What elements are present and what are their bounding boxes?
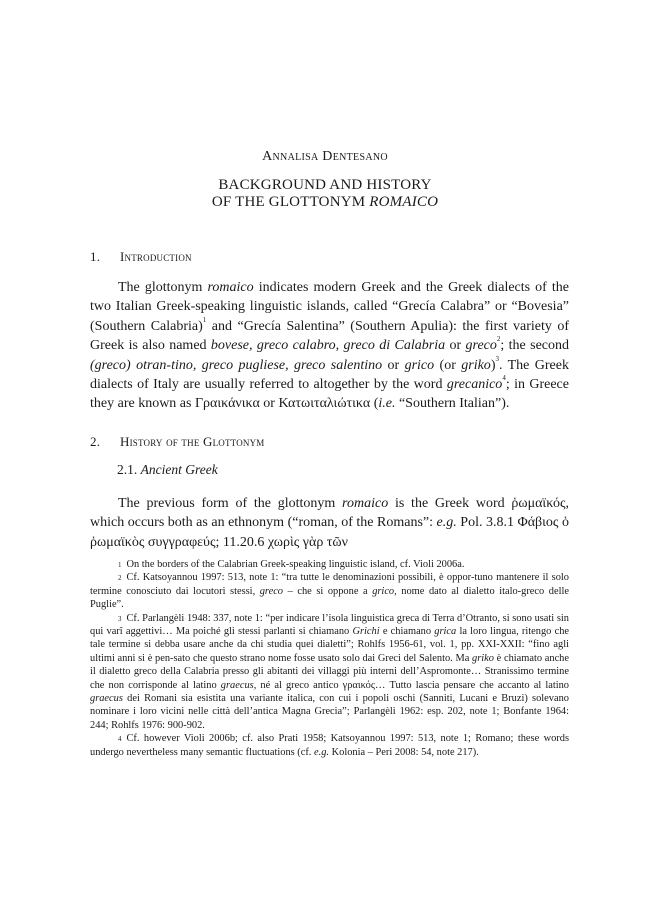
italic-text: (greco) otran-tino, greco pugliese, greco salentino [90, 357, 383, 373]
section-title: Introduction [120, 249, 192, 264]
footnote [90, 558, 569, 571]
italic-text: grico [404, 357, 435, 373]
italic-text: griko [461, 357, 491, 373]
footnote [90, 732, 569, 759]
text-run: Cf. Parlangèli 1948: 337, note 1: “per indicare l’isola linguistica greca di Terra d’Otranto, si sono usati sin qui varî aggettivi… Ma poiché gli stessi parlanti si chiamano [90, 612, 569, 638]
paper-title [0, 177, 650, 211]
footnote [90, 612, 569, 733]
section-number: 2. [90, 434, 101, 449]
footnotes [90, 558, 569, 759]
subsection-title: Ancient Greek [140, 462, 218, 477]
italic-text: greco [465, 338, 497, 354]
text-run: dei Romani sia esistita una variante italica, con cui i popoli oschi (Sanniti, Lucani e Bruzi) solevano nominare i loro vicini nelle città dell’antica Magna Grecia”; Parlangèli 1962: esp. 202, note 1; Bonfante 1964: 244; Rohlfs 1976: 900-902. [90, 693, 569, 731]
italic-text: graecus [220, 679, 254, 691]
section-title: History of the Glottonym [120, 434, 265, 449]
subsection-number: 2.1. [117, 462, 138, 477]
footnote-number: 4 [118, 735, 122, 744]
footnote-ref: 4 [502, 374, 506, 383]
text-run: or [445, 338, 466, 354]
footnote-ref: 2 [496, 335, 501, 344]
title-line-1: BACKGROUND AND HISTORY [218, 177, 432, 193]
paragraph [90, 494, 569, 552]
italic-text: grico [372, 585, 395, 597]
italic-text: i.e. [378, 396, 396, 412]
italic-text: e.g. [314, 746, 330, 758]
italic-text: grica [434, 626, 457, 638]
text-run: “Southern Italian”). [395, 396, 510, 412]
text-run: Kolonia – Peri 2008: 54, note 217). [329, 746, 479, 758]
text-run: ; in Greece they are known as Γραικάνικα or Κατωιταλιώτικα ( [90, 377, 569, 412]
text-run: la loro lingua, ritengo che tale termine si debba usare anche da chi studia quei dialetti”; Rohlfs 1956-61, vol. 1, pp. XXI-XXII: “fino agli ultimi anni si è pen-sato che questo strano nome fosse usato solo dai Greci del Salento. Ma [90, 626, 569, 664]
subsection-heading [117, 462, 218, 478]
section-2-body [90, 494, 569, 552]
text-run: Pol. 3.8.1 Φάβιος ὁ ῥωμαϊκὸς συγγραφεύς; 11.20.6 χωρὶς γὰρ τῶν [90, 515, 569, 550]
text-run: ; the second [500, 338, 569, 354]
text-run: The glottonym [118, 280, 208, 295]
title-line-2: OF THE GLOTTONYM ROMAICO [211, 194, 439, 210]
italic-text: Grichi [352, 626, 380, 638]
text-run: is the Greek word ῥωμαϊκός, which occurs both as an ethnonym (“roman, of the Romans”: [90, 496, 569, 531]
text-run: . The Greek dialects of Italy are usually referred to altogether by the word [90, 357, 569, 393]
section-2-heading [90, 434, 265, 450]
italic-text: romaico [342, 496, 389, 511]
section-number: 1. [90, 249, 101, 264]
paragraph [90, 278, 569, 414]
section-1-body [90, 278, 569, 414]
italic-text: griko [472, 652, 494, 664]
footnote-ref: 3 [495, 354, 499, 363]
text-run: , nome dato al dialetto italo-greco delle Puglie”. [90, 585, 569, 611]
italic-text: romaico [207, 280, 254, 295]
italic-text: bovese, greco calabro, greco di Calabria [210, 338, 446, 354]
text-run: ) [490, 357, 496, 373]
footnote-number: 3 [118, 614, 122, 623]
footnote-number: 1 [118, 561, 122, 569]
footnote-ref: 1 [202, 315, 207, 324]
text-run: The previous form of the glottonym [118, 496, 343, 511]
italic-text: grecanico [446, 377, 503, 393]
text-run: indicates modern Greek and the Greek dialects of the two Italian Greek-speaking linguistic islands, called “Grecía Calabra” or “Bovesia” (Southern Calabria) [90, 280, 569, 334]
text-run: , né al greco antico γραικός… Tutto lascia pensare che accanto al latino [253, 679, 569, 691]
text-run: or [382, 357, 405, 373]
italic-text: e.g. [436, 515, 457, 531]
text-run: On the borders of the Calabrian Greek-speaking linguistic island, cf. Violi 2006a. [126, 559, 465, 570]
text-run: Cf. Katsoyannou 1997: 513, note 1: “tra tutte le denominazioni possibili, è oppor-tuno mantenere il solo termine conosciuto dai locutori stessi, [90, 572, 569, 597]
text-run: (or [434, 357, 462, 373]
text-run: è chiamato anche il dialetto greco della Calabria presso gli abitanti dei villaggi più interni dell’Aspromonte… Stranissimo termine che non corrisponde al latino [90, 652, 569, 691]
section-1-heading [90, 249, 192, 265]
text-run: – che si oppone a [283, 585, 373, 597]
italic-text: graecus [90, 693, 123, 705]
text-run: e chiamano [379, 626, 435, 638]
italic-text: greco [259, 585, 284, 597]
footnote-number: 2 [118, 574, 122, 583]
author-name: Annalisa Dentesano [262, 149, 388, 164]
text-run: and “Grecía Salentina” (Southern Apulia): the first variety of Greek is also named [90, 318, 570, 354]
title-italic-word: ROMAICO [369, 194, 439, 210]
text-run: Cf. however Violi 2006b; cf. also Prati 1958; Katsoyannou 1997: 513, note 1; Romano; these words undergo nevertheless many semantic fluctuations (cf. [90, 733, 569, 758]
footnote [90, 571, 569, 611]
